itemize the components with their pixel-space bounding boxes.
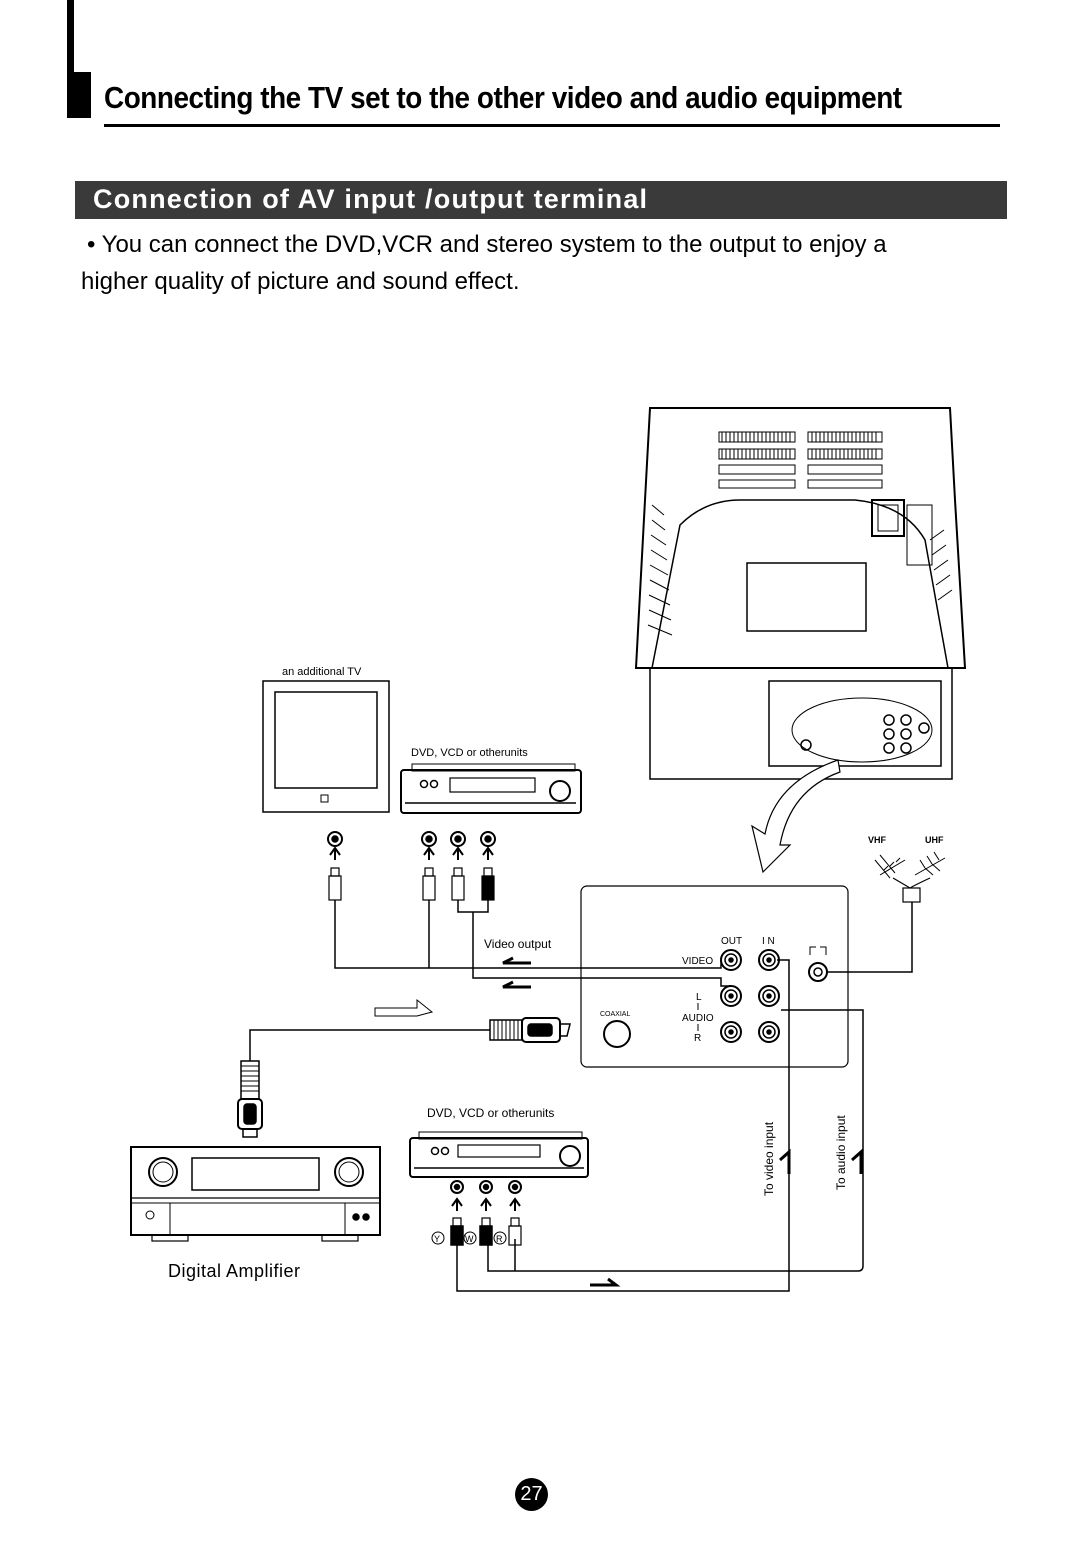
out-label: OUT <box>721 936 743 947</box>
coaxial-label: COAXIAL <box>600 1011 631 1018</box>
digital-amplifier <box>131 1147 380 1281</box>
intro-line-2: higher quality of picture and sound effect. <box>81 268 520 295</box>
tv-side-grille-left <box>648 505 672 635</box>
to-audio-input-label: To audio input <box>834 1115 848 1190</box>
to-video-input-label: To video input <box>762 1121 776 1196</box>
page-number: 27 <box>515 1478 548 1511</box>
uhf-label: UHF <box>925 835 944 845</box>
tv-vent-grilles <box>719 432 882 488</box>
antenna <box>827 835 945 972</box>
plug-w-label: W <box>465 1234 474 1244</box>
bottom-right-arrow <box>590 1279 616 1285</box>
in-label: I N <box>762 936 775 947</box>
digital-amplifier-label: Digital Amplifier <box>168 1261 301 1281</box>
video-output-label: Video output <box>484 937 552 951</box>
video-output-arrows <box>484 937 552 987</box>
bullet-icon: • <box>87 231 96 258</box>
top-rca-connectors <box>328 832 495 900</box>
intro-line-1: You can connect the DVD,VCR and stereo system to the output to enjoy a <box>101 231 887 258</box>
vertical-input-labels <box>762 1115 861 1196</box>
additional-tv <box>263 666 389 812</box>
additional-tv-label: an additional TV <box>282 666 362 678</box>
outline-arrow <box>375 1000 432 1016</box>
page-title: Connecting the TV set to the other video and audio equipment <box>104 80 902 115</box>
dvd-player-top <box>401 747 581 813</box>
zoom-arrow <box>752 760 840 872</box>
av-terminal-panel <box>581 886 848 1067</box>
tv-jack-panel <box>769 681 941 766</box>
tv-base <box>650 668 952 779</box>
dvd-bottom-label: DVD, VCD or otherunits <box>427 1106 555 1120</box>
connection-cables <box>335 900 863 1291</box>
plug-r-label: R <box>496 1234 503 1244</box>
vhf-label: VHF <box>868 835 886 845</box>
dvd-player-bottom <box>410 1106 588 1245</box>
main-tv-back-view <box>636 408 965 779</box>
tv-label-plate <box>747 563 866 631</box>
section-title: Connection of AV input /output terminal <box>93 184 649 214</box>
tv-side-grille-right <box>907 505 952 600</box>
audio-l-label: L <box>696 992 702 1003</box>
video-label: VIDEO <box>682 956 714 967</box>
audio-label: AUDIO <box>682 1013 714 1024</box>
audio-r-label: R <box>694 1033 702 1044</box>
dvd-top-label: DVD, VCD or otherunits <box>411 747 528 759</box>
plug-y-label: Y <box>434 1234 441 1244</box>
